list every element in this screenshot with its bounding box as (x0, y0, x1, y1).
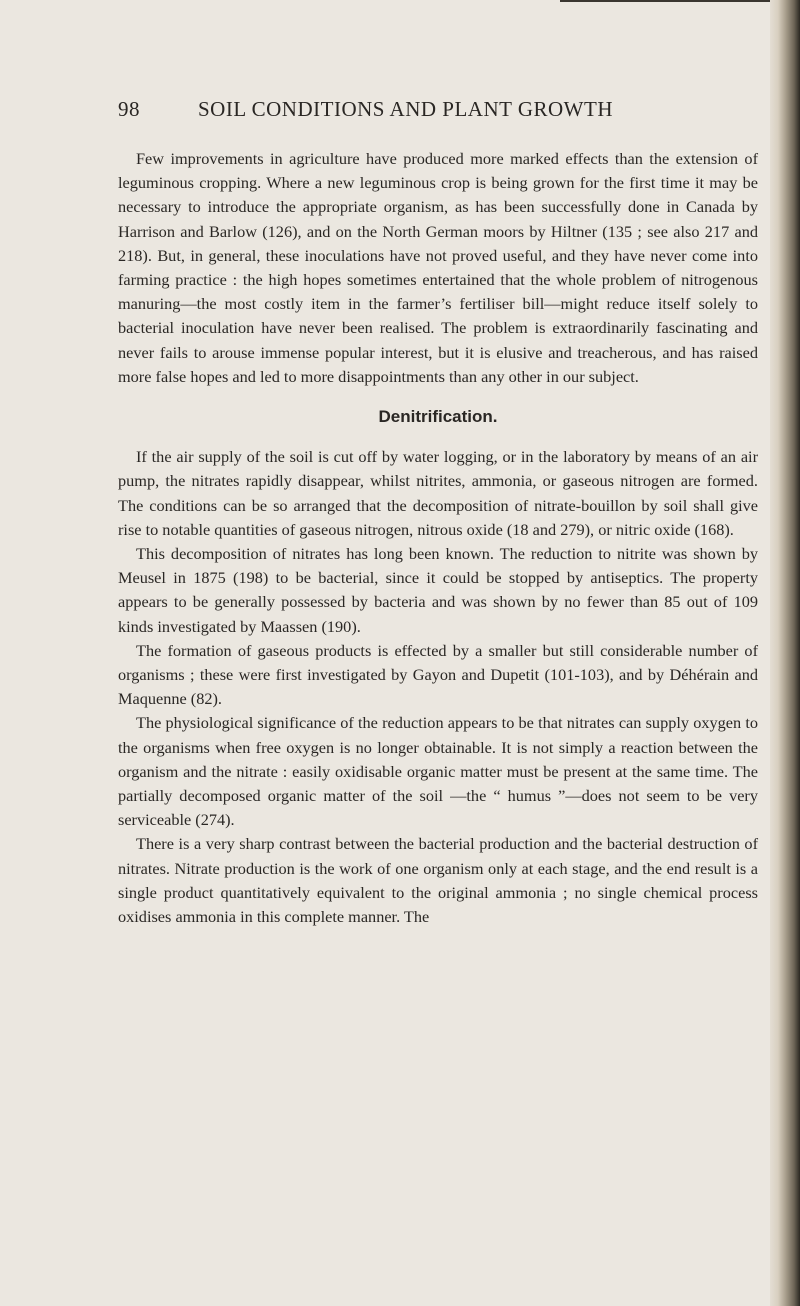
paragraph: The formation of gaseous products is effected by a smaller but still considerable number of organisms ; these were first investigated by Gayon and Dupetit (101-103), and by Déhérain and Maquenne (82). (118, 640, 758, 709)
paragraph: Few improvements in agriculture have produced more marked effects than the extension of leguminous cropping. Where a new leguminous crop is being grown for the first time it may be necessary to introduce the appropriate organism, as has been successfully done in Canada by Harrison and Barlow (126), and on the North German moors by Hiltner (135 ; see also 217 and 218). But, in general, these inoculations have not proved useful, and they have never come into farming practice : the high hopes sometimes entertained that the whole problem of nitrogenous manuring—the most costly item in the farmer’s fertiliser bill—might reduce itself solely to bacterial inoculation have never been realised. The problem is extraordinarily fascinating and never fails to arouse immense popular interest, but it is elusive and treacherous, and has raised more false hopes and led to more disappointments than any other in our subject. (118, 149, 758, 386)
paragraph: The physiological significance of the reduction appears to be that nitrates can supply oxygen to the organisms when free oxygen is no longer obtainable. It is not simply a reaction between the organism and the nitrate : easily oxidisable organic matter must be present at the same time. The partially decomposed organic matter of the soil —the “ humus ”—does not seem to be very serviceable (274). (118, 713, 758, 830)
scan-top-edge (560, 0, 800, 2)
paragraph: This decomposition of nitrates has long been known. The reduction to nitrite was shown by Meusel in 1875 (198) to be bacterial, since it could be stopped by antiseptics. The property appears to be generally possessed by bacteria and was shown by no fewer than 85 out of 109 kinds investigated by Maassen (190). (118, 544, 758, 636)
paragraph: There is a very sharp contrast between the bacterial production and the bacterial destruction of nitrates. Nitrate production is the work of one organism only at each stage, and the end result is a single product quantitatively equivalent to the original ammonia ; no single chemical process oxidises ammonia in this complete manner. The (118, 834, 758, 927)
running-header (118, 97, 678, 127)
page-number: 98 (118, 97, 140, 121)
page-body (118, 147, 758, 929)
scan-right-edge (770, 0, 800, 1306)
running-title: SOIL CONDITIONS AND PLANT GROWTH (198, 97, 613, 121)
section-heading: Denitrification. (378, 407, 498, 427)
paragraph: If the air supply of the soil is cut off by water logging, or in the laboratory by means of an air pump, the nitrates rapidly disappear, whilst nitrites, ammonia, or gaseous nitrogen are formed. The conditions can be so arranged that the decomposition of nitrate-bouillon by soil shall give rise to notable quantities of gaseous nitrogen, nitrous oxide (18 and 279), or nitric oxide (168). (118, 447, 758, 539)
